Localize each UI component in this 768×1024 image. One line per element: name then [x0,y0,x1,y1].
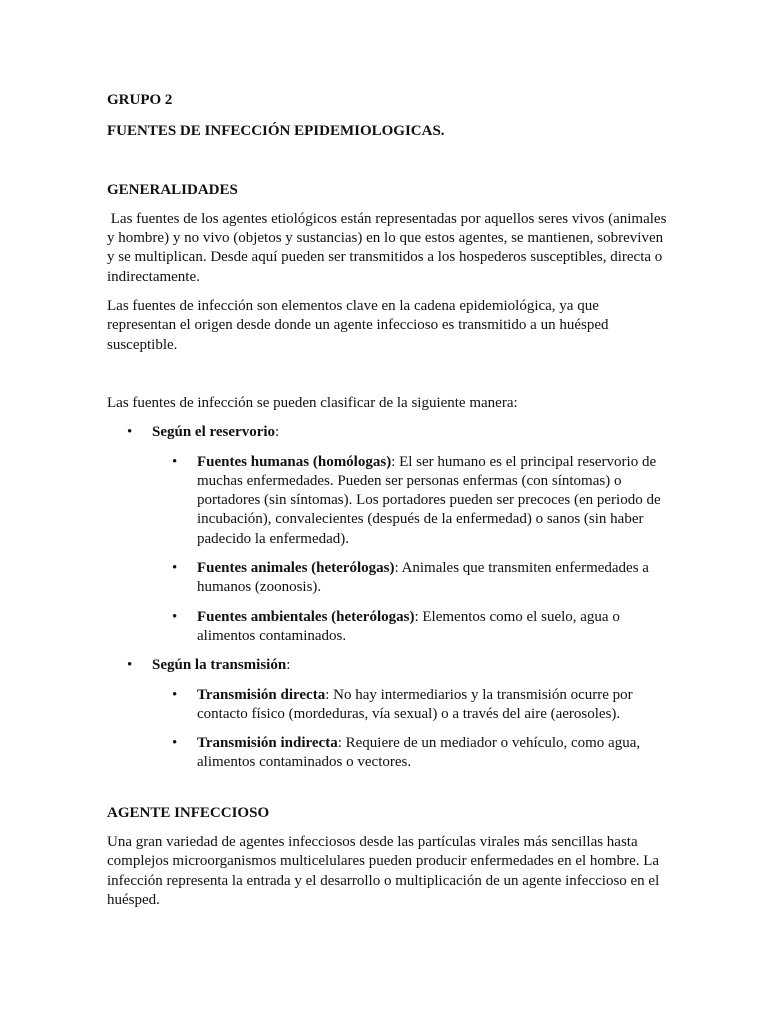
item-term: Fuentes animales (heterólogas) [197,560,395,577]
category-suffix: : [275,424,280,441]
section-heading-agente-infeccioso: AGENTE INFECCIOSO [107,804,270,821]
bullet-icon: • [172,608,178,625]
item-term: Transmisión indirecta [197,735,338,752]
classification-intro: Las fuentes de infección se pueden clasificar de la siguiente manera: [107,394,518,411]
bullet-icon: • [172,560,178,577]
list-item [152,686,667,725]
list-item [152,608,667,647]
item-term: Fuentes ambientales (heterólogas) [197,608,415,625]
item-term: Fuentes humanas (homólogas) [197,453,392,470]
bullet-icon: • [172,686,178,703]
item-text: : Elementos como el suelo, agua o alimentos contaminados. [197,608,620,644]
intro-paragraph-2: Las fuentes de infección son elementos clave en la cadena epidemiológica, ya que representan el origen desde donde un agente infeccioso es transmitido a un huésped susceptible. [107,298,609,353]
bullet-icon: • [127,657,133,674]
section-heading-generalidades: GENERALIDADES [107,181,238,198]
list-item [152,734,667,773]
item-text: : No hay intermediarios y la transmisión ocurre por contacto físico (mordeduras, vía sexual) o a través del aire (aerosoles). [197,686,633,722]
intro-paragraph-1: Las fuentes de los agentes etiológicos están representadas por aquellos seres vivos (animales y hombre) y no vivo (objetos y sustancias) en lo que estos agentes, se mantienen, sobreviven y se multiplican. Desde aquí pueden ser transmitidos a los hospederos susceptibles, directa o indirectamente. [107,210,671,285]
document-page [107,91,671,920]
category-suffix: : [286,657,291,674]
item-text: : Requiere de un mediador o vehículo, como agua, alimentos contaminados o vectores. [197,735,641,771]
item-text: : Animales que transmiten enfermedades a humanos (zoonosis). [197,560,649,596]
group-label: GRUPO 2 [107,92,173,108]
sublist-transmision [152,686,667,773]
bullet-icon: • [172,453,178,470]
list-item [152,453,667,549]
category-label: Según el reservorio [152,424,276,441]
classification-list [107,423,667,772]
bullet-icon: • [172,735,178,752]
bullet-icon: • [127,424,133,441]
list-item-transmision [107,656,667,772]
list-item-reservorio [107,423,667,646]
list-item [152,559,667,598]
sublist-reservorio [152,453,667,647]
item-term: Transmisión directa [197,686,326,703]
category-label: Según la transmisión [152,657,287,674]
document-title: FUENTES DE INFECCIÓN EPIDEMIOLOGICAS. [107,123,445,140]
agent-paragraph: Una gran variedad de agentes infecciosos desde las partículas virales más sencillas hasta complejos microorganismos multicelulares pueden producir enfermedades en el hombre. La infección representa la entrada y el desarrollo o multiplicación de un agente infeccioso en el huésped. [107,834,660,908]
item-text: : El ser humano es el principal reservorio de muchas enfermedades. Pueden ser personas enfermas (con síntomas) o portadores (sin síntomas). Los portadores pueden ser precoces (en periodo de incubación), convalecientes (después de la enfermedad) o sanos (sin haber padecido la enfermedad). [197,453,661,547]
